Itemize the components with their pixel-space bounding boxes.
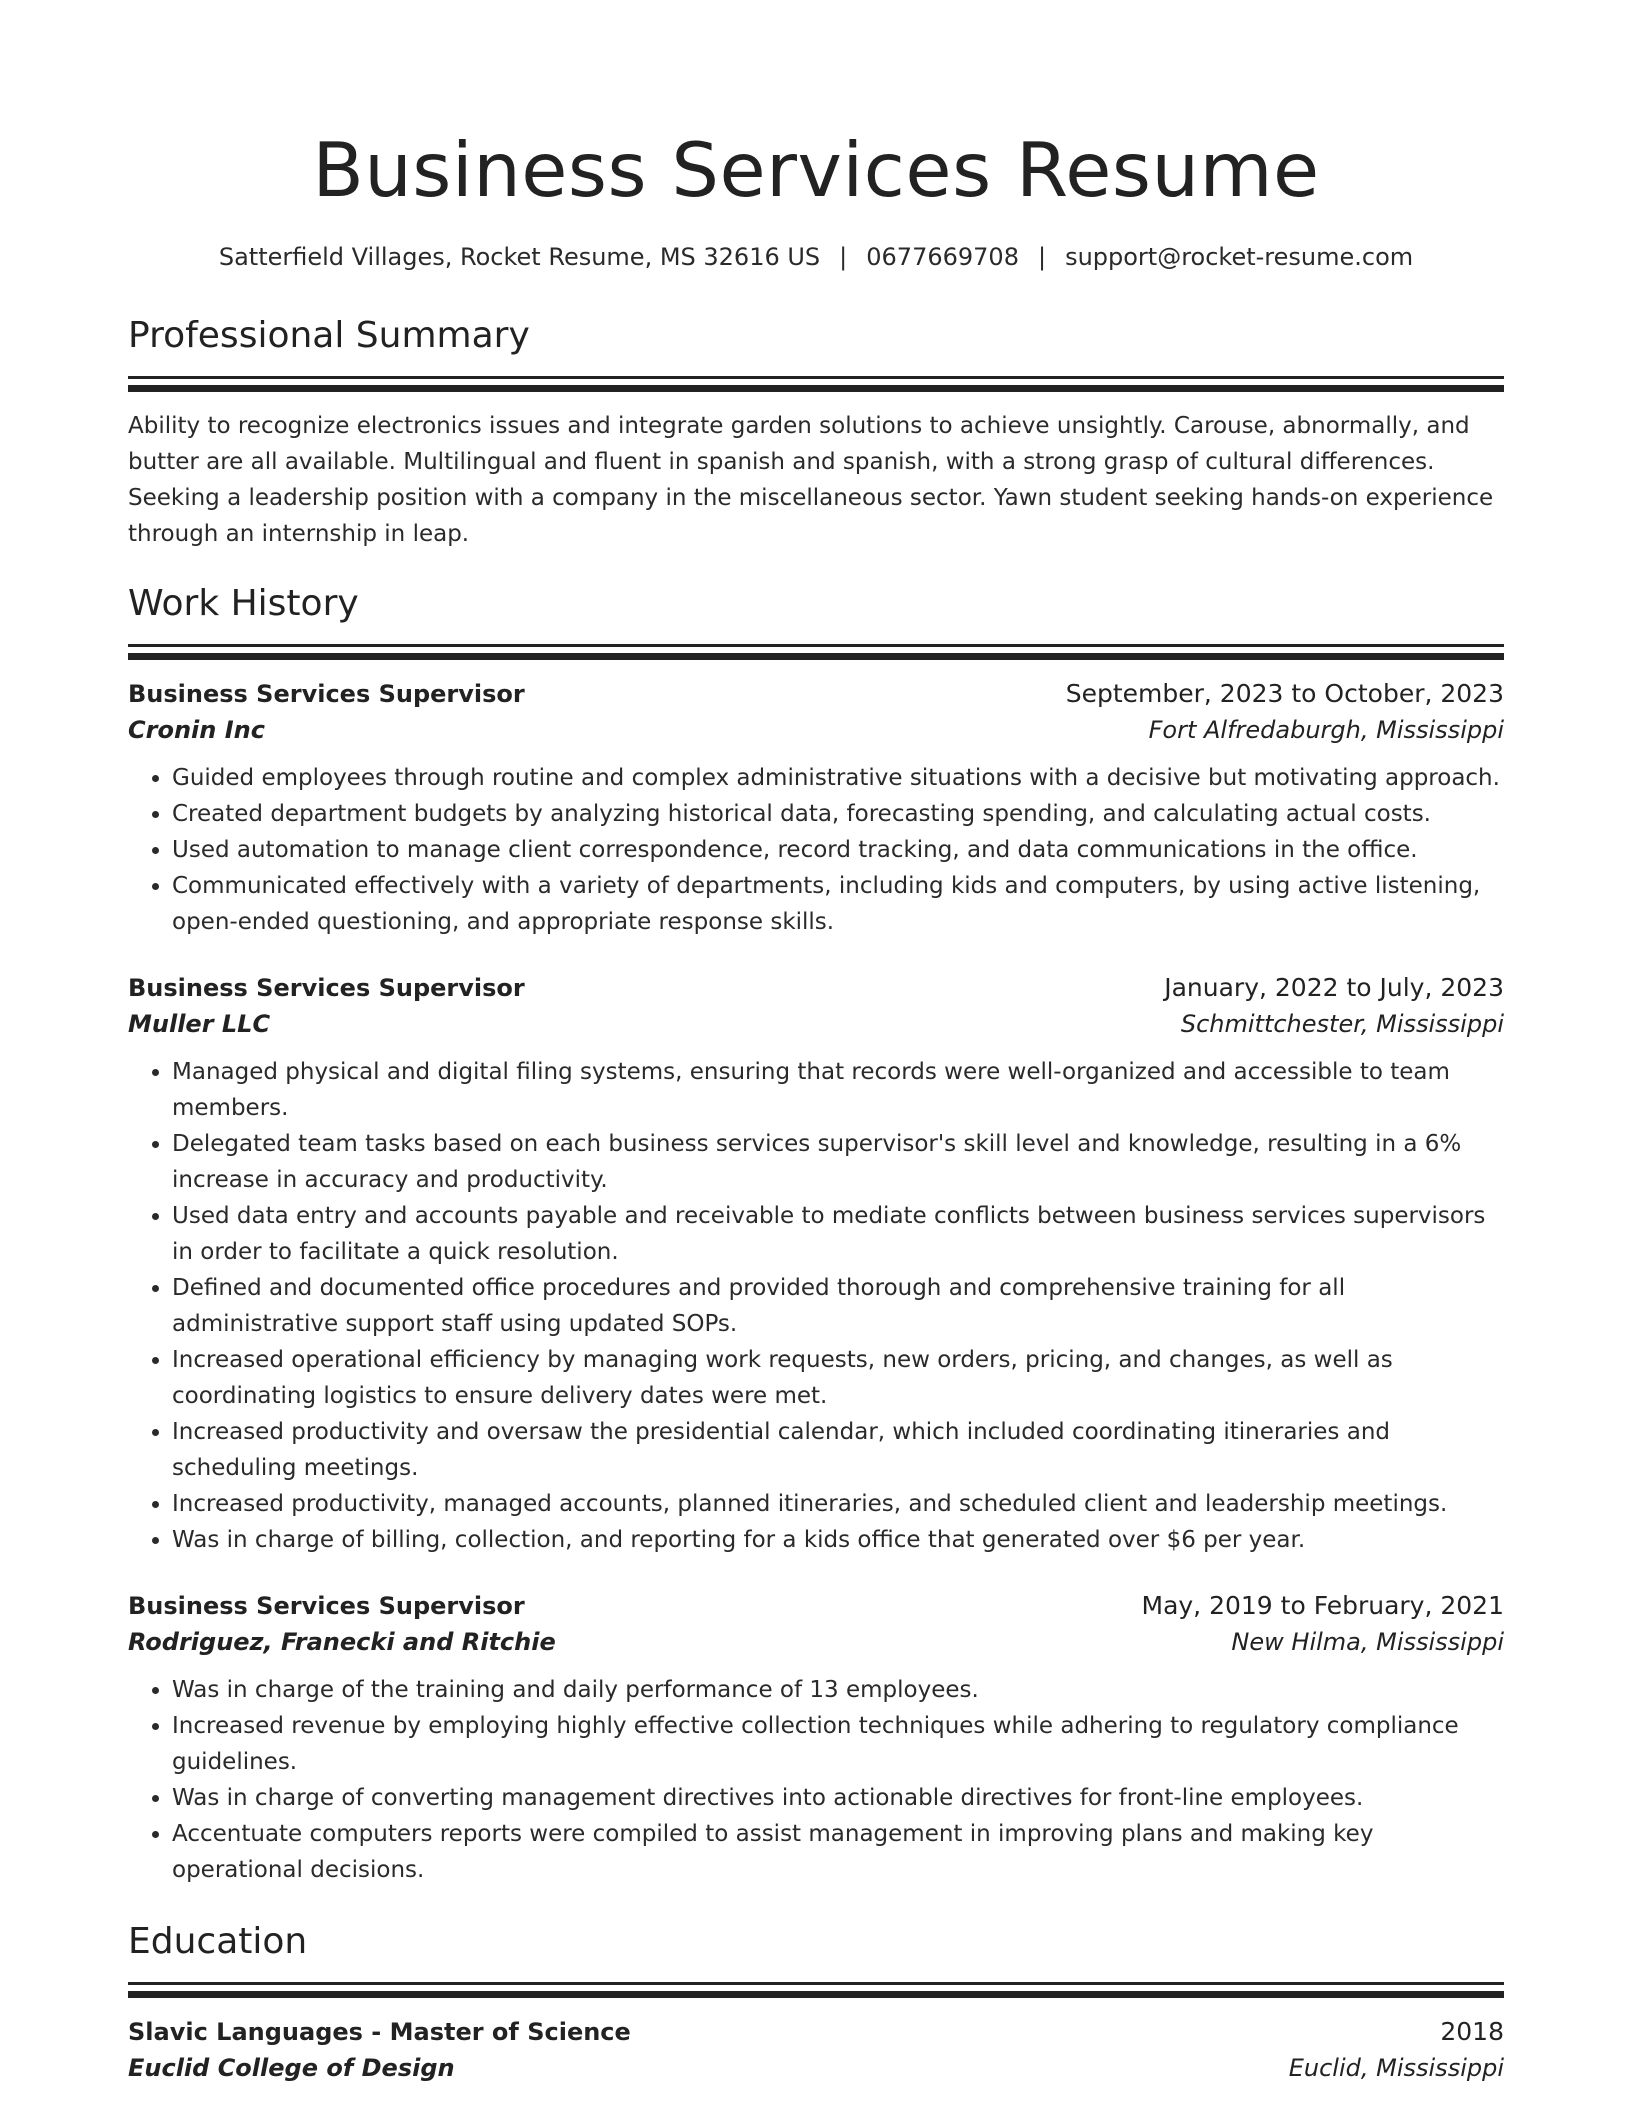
job-bullet: • Defined and documented office procedures and provided thorough and comprehensive training for all administrative support staff using updated SOPs.	[172, 1270, 1504, 1342]
job-bullets	[128, 760, 1504, 940]
resume-page	[128, 0, 1504, 2086]
job-bullet: • Guided employees through routine and complex administrative situations with a decisive but motivating approach.	[172, 760, 1504, 796]
resume-title: Business Services Resume	[312, 126, 1320, 214]
job-bullets	[128, 1054, 1504, 1558]
job-dates: January, 2022 to July, 2023	[1164, 973, 1504, 1002]
job-location: New Hilma, Mississippi	[1231, 1628, 1504, 1656]
company-name: Cronin Inc	[128, 716, 265, 744]
job-bullet: • Increased productivity and oversaw the presidential calendar, which included coordinating itineraries and scheduling meetings.	[172, 1414, 1504, 1486]
job-bullet: • Created department budgets by analyzing historical data, forecasting spending, and calculating actual costs.	[172, 796, 1504, 832]
education-entry	[128, 2014, 1504, 2086]
section-rule	[128, 1991, 1504, 1998]
degree-name: Slavic Languages - Master of Science	[128, 2018, 631, 2046]
company-name: Rodriguez, Franecki and Ritchie	[128, 1628, 556, 1656]
job-title: Business Services Supervisor	[128, 974, 525, 1002]
job-bullet: • Used data entry and accounts payable and receivable to mediate conflicts between business services supervisors in order to facilitate a quick resolution.	[172, 1198, 1504, 1270]
section-heading: Education	[128, 1921, 308, 1962]
contact-phone: 0677669708	[866, 243, 1019, 271]
contact-email: support@rocket-resume.com	[1065, 243, 1414, 271]
contact-line	[128, 240, 1504, 274]
contact-separator: |	[1037, 243, 1047, 271]
education-section	[128, 1920, 1504, 2086]
summary-section	[128, 314, 1504, 552]
summary-text: Ability to recognize electronics issues and integrate garden solutions to achieve unsightly. Carouse, abnormally, and butter are all available. Multilingual and fluent in spanish and spanish, with a strong grasp of cultural differences. Seeking a leadership position with a company in the miscellaneous sector. Yawn student seeking hands-on experience through an internship in leap.	[128, 413, 1494, 547]
job-bullet: • Increased productivity, managed accounts, planned itineraries, and scheduled client and leadership meetings.	[172, 1486, 1504, 1522]
company-name: Muller LLC	[128, 1010, 271, 1038]
job-entry	[128, 676, 1504, 940]
job-bullet: • Increased revenue by employing highly effective collection techniques while adhering to regulatory compliance guidelines.	[172, 1708, 1504, 1780]
job-bullet: • Delegated team tasks based on each business services supervisor's skill level and knowledge, resulting in a 6% increase in accuracy and productivity.	[172, 1126, 1504, 1198]
job-title: Business Services Supervisor	[128, 680, 525, 708]
job-title: Business Services Supervisor	[128, 1592, 525, 1620]
job-location: Schmittchester, Mississippi	[1180, 1010, 1504, 1038]
job-bullets	[128, 1672, 1504, 1888]
school-name: Euclid College of Design	[128, 2054, 455, 2082]
school-location: Euclid, Mississippi	[1288, 2054, 1504, 2082]
contact-separator: |	[839, 243, 848, 271]
job-dates: May, 2019 to February, 2021	[1141, 1591, 1504, 1620]
job-bullet: • Managed physical and digital filing systems, ensuring that records were well-organized and accessible to team members.	[172, 1054, 1504, 1126]
job-bullet: • Accentuate computers reports were compiled to assist management in improving plans and making key operational decisions.	[172, 1816, 1504, 1888]
job-bullet: • Was in charge of converting management directives into actionable directives for front-line employees.	[172, 1780, 1504, 1816]
section-rule	[128, 385, 1504, 392]
job-bullet: • Used automation to manage client correspondence, record tracking, and data communications in the office.	[172, 832, 1504, 868]
job-bullet: • Increased operational efficiency by managing work requests, new orders, pricing, and changes, as well as coordinating logistics to ensure delivery dates were met.	[172, 1342, 1504, 1414]
section-rule	[128, 653, 1504, 660]
section-rule	[128, 644, 1504, 647]
job-entry	[128, 1588, 1504, 1888]
job-dates: September, 2023 to October, 2023	[1065, 679, 1504, 708]
job-bullet: • Was in charge of billing, collection, and reporting for a kids office that generated over $6 per year.	[172, 1522, 1504, 1558]
graduation-year: 2018	[1440, 2017, 1504, 2046]
work-history-section	[128, 582, 1504, 1888]
section-heading: Professional Summary	[128, 315, 530, 356]
job-bullet: • Communicated effectively with a variety of departments, including kids and computers, by using active listening, open-ended questioning, and appropriate response skills.	[172, 868, 1504, 940]
section-heading: Work History	[128, 583, 359, 624]
job-location: Fort Alfredaburgh, Mississippi	[1148, 716, 1504, 744]
contact-address: Satterfield Villages, Rocket Resume, MS 32616 US	[218, 243, 821, 271]
section-rule	[128, 376, 1504, 379]
section-rule	[128, 1982, 1504, 1985]
job-entry	[128, 970, 1504, 1558]
job-bullet: • Was in charge of the training and daily performance of 13 employees.	[172, 1672, 1504, 1708]
